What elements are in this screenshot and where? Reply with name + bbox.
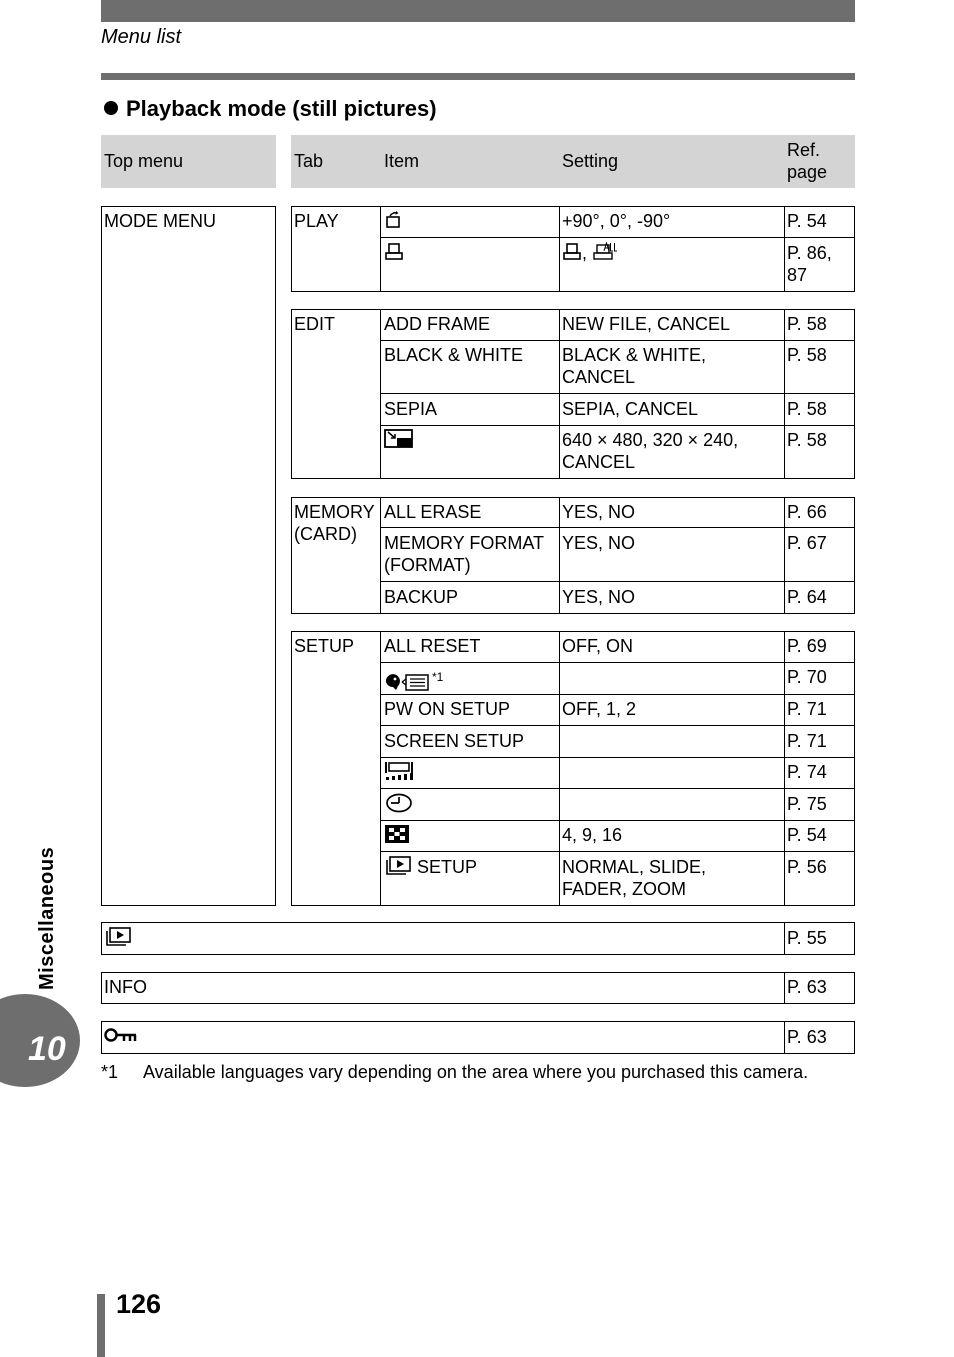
divider — [380, 527, 855, 528]
divider — [380, 851, 855, 852]
divider — [380, 694, 855, 695]
rotate-icon — [384, 210, 404, 232]
setup-slideshow-item — [384, 856, 477, 878]
header-setting: Setting — [562, 151, 619, 171]
divider — [784, 972, 785, 1004]
divider — [380, 497, 381, 614]
divider — [380, 631, 381, 906]
setup-language-item — [384, 666, 443, 694]
play-print-setting — [562, 242, 618, 264]
setup-pw-on-setting: OFF, 1, 2 — [562, 699, 637, 719]
play-print-ref-line1: P. 86, — [787, 243, 832, 263]
divider — [380, 757, 855, 758]
mode-menu-label: MODE MENU — [104, 211, 216, 231]
divider — [380, 725, 855, 726]
footnote — [101, 1062, 808, 1083]
setup-brightness-ref: P. 74 — [787, 762, 827, 782]
memory-all-erase-setting: YES, NO — [562, 502, 636, 522]
slideshow-ref: P. 55 — [787, 928, 827, 948]
setup-slideshow-setting-line2: FADER, ZOOM — [562, 879, 687, 899]
divider — [784, 631, 785, 906]
setup-language-ref: P. 70 — [787, 667, 827, 687]
divider — [380, 309, 381, 479]
divider — [559, 497, 560, 614]
chapter-label: Miscellaneous — [36, 846, 58, 990]
tab-edit: EDIT — [294, 314, 336, 334]
section-title-text: Playback mode (still pictures) — [126, 96, 437, 121]
monitor-brightness-icon — [384, 761, 414, 783]
language-icon — [384, 672, 432, 692]
play-print-ref-line2: 87 — [787, 265, 808, 285]
edit-bw-item: BLACK & WHITE — [384, 345, 524, 365]
edit-bw-setting-line1: BLACK & WHITE, — [562, 345, 707, 365]
setup-pw-on-item: PW ON SETUP — [384, 699, 511, 719]
memory-format-item-line2: (FORMAT) — [384, 555, 471, 575]
page-header-title: Menu list — [101, 26, 182, 48]
chapter-number: 10 — [28, 1030, 66, 1068]
edit-sepia-setting: SEPIA, CANCEL — [562, 399, 699, 419]
setup-all-reset-item: ALL RESET — [384, 636, 481, 656]
protect-row — [101, 1021, 855, 1054]
divider — [380, 393, 855, 394]
tab-memory-line1: MEMORY — [294, 502, 375, 522]
setup-slideshow-label: SETUP — [417, 857, 478, 877]
memory-all-erase-item: ALL ERASE — [384, 502, 482, 522]
footnote-mark: *1 — [101, 1062, 119, 1082]
setting-separator: , — [582, 243, 588, 263]
setup-all-reset-setting: OFF, ON — [562, 636, 633, 656]
bullet-icon — [104, 101, 118, 115]
setup-clock-ref: P. 75 — [787, 794, 827, 814]
memory-backup-setting: YES, NO — [562, 587, 636, 607]
edit-sepia-item: SEPIA — [384, 399, 438, 419]
divider — [380, 425, 855, 426]
memory-format-setting: YES, NO — [562, 533, 636, 553]
edit-add-frame-item: ADD FRAME — [384, 314, 491, 334]
top-bar — [101, 0, 855, 22]
memory-all-erase-ref: P. 66 — [787, 502, 827, 522]
divider — [380, 237, 855, 238]
memory-backup-item: BACKUP — [384, 587, 459, 607]
footnote-text: Available languages vary depending on the area where you purchased this camera. — [143, 1062, 809, 1082]
print-icon — [562, 242, 582, 262]
divider — [380, 662, 855, 663]
divider — [380, 206, 381, 292]
slideshow-icon — [384, 856, 412, 876]
divider — [784, 309, 785, 479]
setup-slideshow-ref: P. 56 — [787, 857, 827, 877]
header-top-menu: Top menu — [104, 151, 184, 171]
setup-index-setting: 4, 9, 16 — [562, 825, 623, 845]
edit-resize-setting-line1: 640 × 480, 320 × 240, — [562, 430, 739, 450]
setup-screen-ref: P. 71 — [787, 731, 827, 751]
edit-bw-setting-line2: CANCEL — [562, 367, 636, 387]
divider — [380, 788, 855, 789]
edit-add-frame-setting: NEW FILE, CANCEL — [562, 314, 731, 334]
divider — [784, 922, 785, 955]
divider — [784, 497, 785, 614]
info-row — [101, 972, 855, 1004]
page-number: 126 — [116, 1289, 162, 1319]
edit-bw-ref: P. 58 — [787, 345, 827, 365]
header-rule — [101, 73, 855, 80]
divider — [784, 1021, 785, 1054]
divider — [380, 820, 855, 821]
memory-format-item-line1: MEMORY FORMAT — [384, 533, 545, 553]
divider — [559, 631, 560, 906]
edit-resize-ref: P. 58 — [787, 430, 827, 450]
info-ref: P. 63 — [787, 977, 827, 997]
page-number-bar — [97, 1294, 105, 1357]
memory-format-ref: P. 67 — [787, 533, 827, 553]
setup-slideshow-setting-line1: NORMAL, SLIDE, — [562, 857, 707, 877]
header-item: Item — [384, 151, 420, 171]
header-ref-line1: Ref. — [787, 140, 821, 160]
clock-icon — [384, 793, 414, 815]
header-ref-line2: page — [787, 162, 828, 182]
slideshow-icon — [104, 927, 132, 949]
print-all-icon — [592, 242, 618, 262]
memory-backup-ref: P. 64 — [787, 587, 827, 607]
divider — [380, 340, 855, 341]
tab-setup: SETUP — [294, 636, 355, 656]
resize-icon — [384, 429, 414, 451]
divider — [784, 206, 785, 292]
print-icon — [384, 242, 404, 264]
divider — [380, 581, 855, 582]
setup-pw-on-ref: P. 71 — [787, 699, 827, 719]
section-title — [104, 96, 437, 122]
edit-sepia-ref: P. 58 — [787, 399, 827, 419]
setup-all-reset-ref: P. 69 — [787, 636, 827, 656]
info-label: INFO — [104, 977, 147, 997]
edit-add-frame-ref: P. 58 — [787, 314, 827, 334]
play-rotate-ref: P. 54 — [787, 211, 827, 231]
index-grid-icon — [384, 824, 410, 846]
divider — [559, 309, 560, 479]
header-tab: Tab — [294, 151, 324, 171]
divider — [559, 206, 560, 292]
setup-index-ref: P. 54 — [787, 825, 827, 845]
setup-screen-item: SCREEN SETUP — [384, 731, 525, 751]
protect-key-icon — [104, 1026, 138, 1048]
edit-resize-setting-line2: CANCEL — [562, 452, 636, 472]
protect-ref: P. 63 — [787, 1027, 827, 1047]
play-rotate-setting: +90°, 0°, -90° — [562, 211, 671, 231]
slideshow-row — [101, 922, 855, 955]
mode-menu-box — [101, 206, 276, 906]
tab-memory-line2: (CARD) — [294, 524, 357, 544]
footnote-ref: *1 — [432, 670, 444, 684]
tab-play: PLAY — [294, 211, 339, 231]
